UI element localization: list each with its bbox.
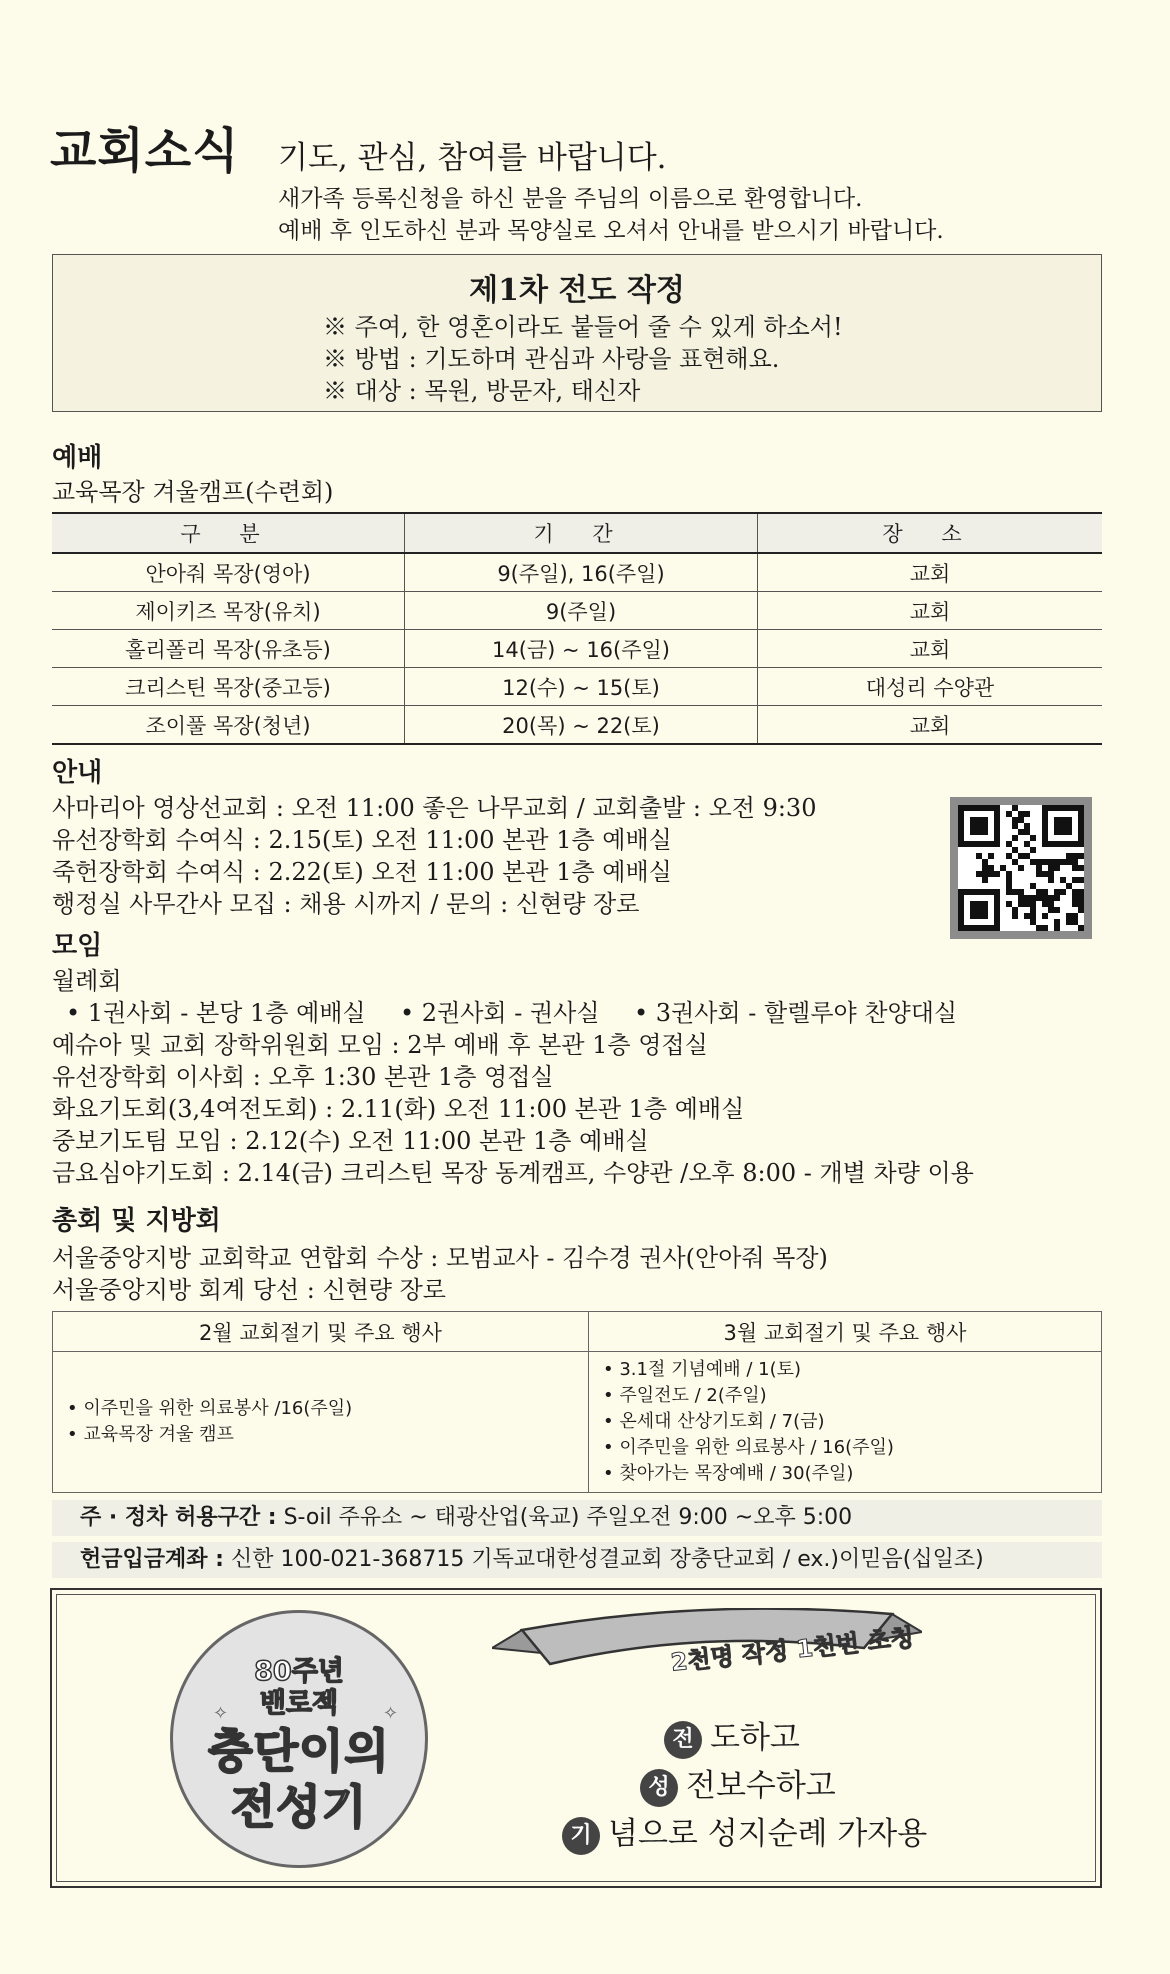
meeting-line: 유선장학회 이사회 : 오후 1:30 본관 1층 영접실	[52, 1063, 554, 1091]
qr-code-graphic	[958, 805, 1084, 931]
badge-line: 80주년	[254, 1656, 344, 1687]
table-header-row	[52, 513, 1102, 553]
guide-line: 행정실 사무간사 모집 : 채용 시까지 / 문의 : 신현량 장로	[52, 890, 640, 918]
mar-events-cell	[589, 1352, 1102, 1493]
meeting-bullet: • 2권사회 - 권사실	[400, 999, 600, 1027]
table-cell: 20(목) ~ 22(토)	[405, 706, 758, 745]
slogan-line	[640, 1760, 836, 1807]
meeting-line: 금요심야기도회 : 2.14(금) 크리스틴 목장 동계캠프, 수양관 /오후 8:00 - 개별 차량 이용	[52, 1159, 974, 1187]
assembly-heading: 총회 및 지방회	[52, 1206, 221, 1236]
table-row	[52, 706, 1102, 745]
welcome-line: 새가족 등록신청을 하신 분을 주님의 이름으로 환영합니다.	[278, 186, 863, 212]
meeting-bullet-text: 2권사회 - 권사실	[421, 999, 600, 1027]
slogan-line	[562, 1808, 927, 1855]
sparkle-icon: ✧	[213, 1703, 229, 1724]
table-cell: 제이키즈 목장(유치)	[52, 592, 405, 630]
list-item: • 이주민을 위한 의료봉사 / 16(주일)	[603, 1435, 1087, 1461]
meeting-bullet-text: 3권사회 - 할렐루야 찬양대실	[655, 999, 958, 1027]
slogan-initial: 기	[562, 1817, 600, 1855]
camp-table	[52, 512, 1102, 745]
badge-line: 밴로젝	[259, 1688, 339, 1719]
offering-bar	[52, 1542, 1102, 1578]
slogan-text: 전보수하고	[686, 1768, 836, 1804]
guide-heading: 안내	[52, 758, 103, 788]
evangelism-line: ※ 방법 : 기도하며 관심과 사랑을 표현해요.	[323, 345, 780, 373]
welcome-line: 예배 후 인도하신 분과 목양실로 오셔서 안내를 받으시기 바랍니다.	[278, 218, 944, 244]
list-item: • 교육목장 겨울 캠프	[67, 1422, 574, 1448]
table-cell: 9(주일)	[405, 592, 758, 630]
badge-line: 전성기	[230, 1780, 368, 1834]
table-row	[52, 668, 1102, 706]
table-cell: 크리스틴 목장(중고등)	[52, 668, 405, 706]
table-row	[52, 553, 1102, 592]
guide-line: 사마리아 영상선교회 : 오전 11:00 좋은 나무교회 / 교회출발 : 오전 9:30	[52, 794, 817, 822]
evangelism-line: ※ 대상 : 목원, 방문자, 태신자	[323, 377, 641, 405]
column-header: 구 분	[52, 513, 405, 553]
page-subtitle: 기도, 관심, 참여를 바랍니다.	[278, 140, 667, 176]
table-cell: 9(주일), 16(주일)	[405, 553, 758, 592]
evangelism-box	[52, 254, 1102, 412]
meeting-line: 예슈아 및 교회 장학위원회 모임 : 2부 예배 후 본관 1층 영접실	[52, 1031, 708, 1059]
badge-line: 충단이의	[208, 1724, 390, 1778]
offering-label: 헌금입금계좌 :	[80, 1547, 224, 1572]
anniversary-badge	[170, 1610, 428, 1868]
list-item: • 찾아가는 목장예배 / 30(주일)	[603, 1461, 1087, 1487]
promo-banner	[50, 1588, 1102, 1888]
column-header: 기 간	[405, 513, 758, 553]
table-cell: 교회	[758, 706, 1103, 745]
page-title: 교회소식	[50, 123, 240, 179]
events-body-row	[53, 1352, 1102, 1493]
table-row	[52, 592, 1102, 630]
guide-line: 죽헌장학회 수여식 : 2.22(토) 오전 11:00 본관 1층 예배실	[52, 858, 672, 886]
table-cell: 12(수) ~ 15(토)	[405, 668, 758, 706]
assembly-line: 서울중앙지방 교회학교 연합회 수상 : 모범교사 - 김수경 권사(안아줘 목장)	[52, 1244, 828, 1272]
parking-label: 주 · 정차 허용구간 :	[80, 1505, 277, 1530]
worship-subheading: 교육목장 겨울캠프(수련회)	[52, 478, 334, 506]
table-cell: 대성리 수양관	[758, 668, 1103, 706]
ribbon-text: 2천명 작정 1천번 초청	[669, 1623, 916, 1677]
mar-events-header: 3월 교회절기 및 주요 행사	[589, 1312, 1102, 1352]
events-table	[52, 1311, 1102, 1493]
list-item: • 주일전도 / 2(주일)	[603, 1383, 1087, 1409]
monthly-meeting-label: 월례회	[52, 967, 122, 995]
meeting-bullet-text: 1권사회 - 본당 1층 예배실	[87, 999, 366, 1027]
slogan-text: 념으로 성지순례 가자용	[608, 1816, 928, 1852]
table-cell: 안아줘 목장(영아)	[52, 553, 405, 592]
offering-value: 신한 100-021-368715 기독교대한성결교회 장충단교회 / ex.)이믿음(십일조)	[230, 1547, 984, 1572]
list-item: • 3.1절 기념예배 / 1(토)	[603, 1357, 1087, 1383]
meeting-line: 중보기도팀 모임 : 2.12(수) 오전 11:00 본관 1층 예배실	[52, 1127, 649, 1155]
meeting-line: 화요기도회(3,4여전도회) : 2.11(화) 오전 11:00 본관 1층 예배실	[52, 1095, 745, 1123]
meeting-bullet: • 3권사회 - 할렐루야 찬양대실	[634, 999, 958, 1027]
list-item: • 온세대 산상기도회 / 7(금)	[603, 1409, 1087, 1435]
table-cell: 14(금) ~ 16(주일)	[405, 630, 758, 668]
table-cell: 교회	[758, 630, 1103, 668]
column-header: 장 소	[758, 513, 1103, 553]
worship-heading: 예배	[52, 443, 103, 473]
events-header-row	[53, 1312, 1102, 1352]
table-cell: 교회	[758, 592, 1103, 630]
parking-bar	[52, 1500, 1102, 1536]
feb-events-header: 2월 교회절기 및 주요 행사	[53, 1312, 589, 1352]
slogan-text: 도하고	[710, 1720, 800, 1756]
guide-line: 유선장학회 수여식 : 2.15(토) 오전 11:00 본관 1층 예배실	[52, 826, 672, 854]
assembly-line: 서울중앙지방 회계 당선 : 신현량 장로	[52, 1276, 446, 1304]
table-row	[52, 630, 1102, 668]
table-cell: 교회	[758, 553, 1103, 592]
meeting-bullet: • 1권사회 - 본당 1층 예배실	[66, 999, 366, 1027]
table-cell: 홀리폴리 목장(유초등)	[52, 630, 405, 668]
evangelism-line: ※ 주여, 한 영혼이라도 붙들어 줄 수 있게 하소서!	[323, 313, 843, 341]
slogan-initial: 성	[640, 1769, 678, 1807]
sparkle-icon: ✧	[383, 1703, 399, 1724]
feb-events-cell	[53, 1352, 589, 1493]
meetings-heading: 모임	[52, 931, 103, 961]
evangelism-title: 제1차 전도 작정	[469, 273, 685, 308]
slogan-line	[664, 1712, 800, 1759]
list-item: • 이주민을 위한 의료봉사 /16(주일)	[67, 1396, 574, 1422]
qr-code-icon[interactable]	[950, 797, 1092, 939]
slogan-initial: 전	[664, 1721, 702, 1759]
parking-value: S-oil 주유소 ~ 태광산업(육교) 주일오전 9:00 ~오후 5:00	[283, 1505, 853, 1530]
table-cell: 조이풀 목장(청년)	[52, 706, 405, 745]
